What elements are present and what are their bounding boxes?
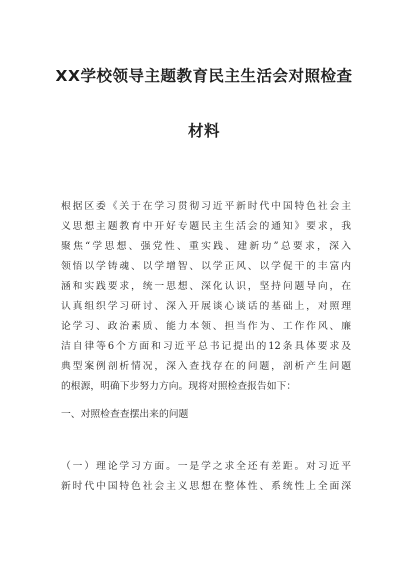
- paragraph-line: 的根源，明确下步努力方向。现将对照检查报告如下：: [61, 381, 297, 392]
- paragraph-line: 义思想主题教育中开好专题民主生活会的通知》要求，我: [61, 221, 351, 232]
- intro-paragraph: [61, 197, 351, 397]
- document-title-line-1: XX学校领导主题教育民主生活会对照检查: [55, 67, 353, 85]
- paragraph-line: 认真组织学习研讨、深入开展谈心谈话的基础上，对照理: [61, 301, 351, 312]
- paragraph-line: 新时代中国特色社会主义思想在整体性、系统性上全面深: [61, 481, 351, 492]
- paragraph-line: 洁自律等6个方面和习近平总书记提出的12条具体要求及: [61, 341, 351, 352]
- paragraph-line: 聚焦“学思想、强党性、重实践、建新功”总要求，深入: [61, 241, 351, 252]
- paragraph-line: 论学习、政治素质、能力本领、担当作为、工作作风、廉: [61, 321, 351, 332]
- paragraph-line: 涵和实践要求，统一思想、深化认识，坚持问题导向，在: [61, 281, 351, 292]
- paragraph-line: 典型案例剖析情况，深入查找存在的问题，剖析产生问题: [61, 361, 351, 372]
- paragraph-line: （一）理论学习方面。一是学之求全还有差距。对习近平: [61, 461, 351, 472]
- section-heading: 一、对照检查查摆出来的问题: [61, 409, 189, 420]
- section-paragraph: [61, 457, 351, 497]
- document-title-line-2: 材料: [187, 122, 220, 140]
- paragraph-line: 领悟以学铸魂、以学增智、以学正风、以学促干的丰富内: [61, 261, 351, 272]
- paragraph-line: 根据区委《关于在学习贯彻习近平新时代中国特色社会主: [61, 201, 351, 212]
